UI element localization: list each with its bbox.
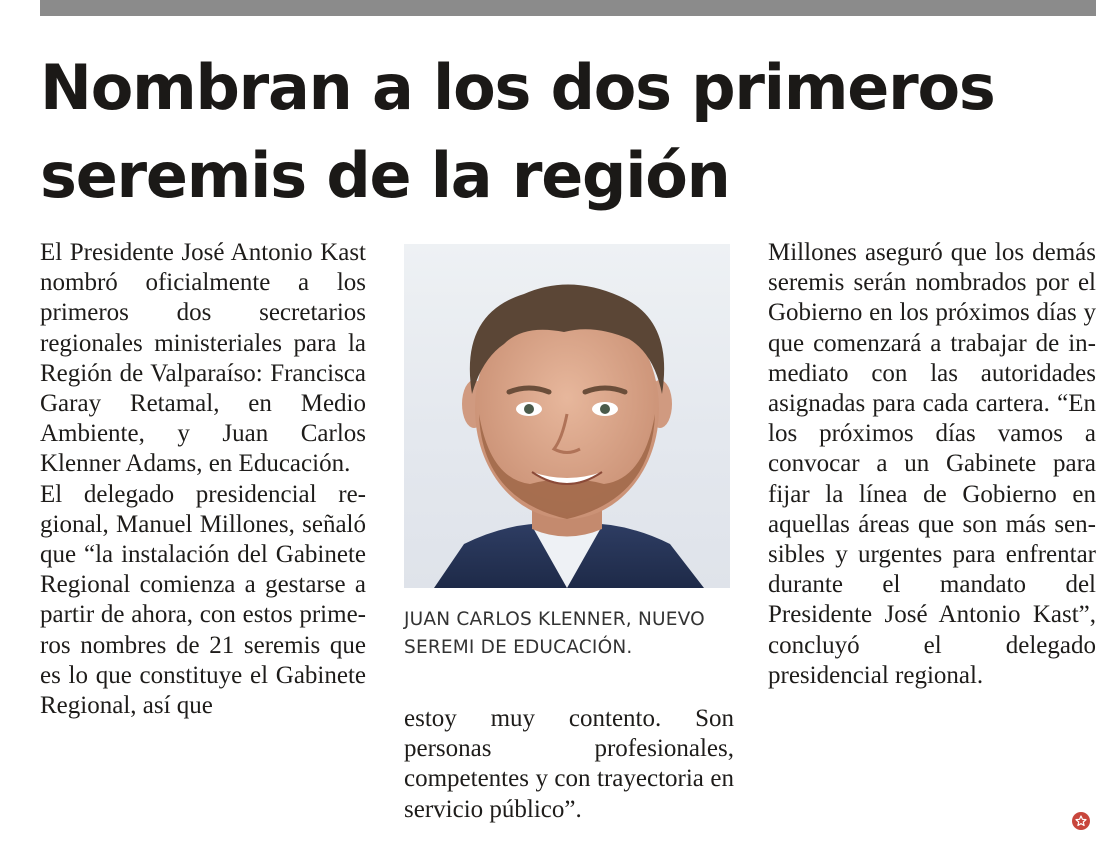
top-rule [40, 0, 1096, 16]
body-paragraph: Millones aseguró que los demás seremis serán nombrados por el Gobierno en los próximos días y que comenzará a trabajar de inmediato con las autoridades asignadas para cada cartera. “En los próximos días vamos a convocar a un Gabinete para fijar la línea de Gobierno en aquellas áreas que son más sensibles y urgentes para enfrentar durante el mandato del Presidente José Antonio Kast”, concluyó el delegado presidencial regional. [768, 239, 1096, 689]
caption-line-1: JUAN CARLOS KLENNER, NUEVO [404, 609, 705, 630]
headline [40, 44, 1100, 220]
body-paragraph: El Presidente José Antonio Kast nombró oficialmente a los primeros dos secretarios regionales ministeriales para la Región de Valparaíso: Francisca Garay Retamal, en Medio Ambiente, y Juan Carlos Klenner Adams, en Educación. [40, 239, 366, 478]
body-paragraph: El delegado presidencial regional, Manuel Millones, señaló que “la instalación del Gabinete Regional comienza a gestarse a partir de ahora, con estos primeros nombres de 21 seremis que es lo que constituye el Gabinete Regional, así que [40, 480, 366, 720]
body-column-3 [768, 238, 1096, 691]
headline-line-2: seremis de la región [40, 139, 730, 212]
body-column-1 [40, 238, 366, 721]
body-column-2 [404, 704, 734, 825]
headline-line-1: Nombran a los dos primeros [40, 51, 995, 124]
caption-line-2: SEREMI DE EDUCACIÓN. [404, 637, 633, 658]
star-icon [1072, 812, 1090, 830]
photo-caption [404, 606, 744, 662]
portrait-photo [404, 244, 730, 588]
body-paragraph: estoy muy contento. Son personas profesionales, competentes y con trayectoria en servicio público”. [404, 705, 734, 823]
